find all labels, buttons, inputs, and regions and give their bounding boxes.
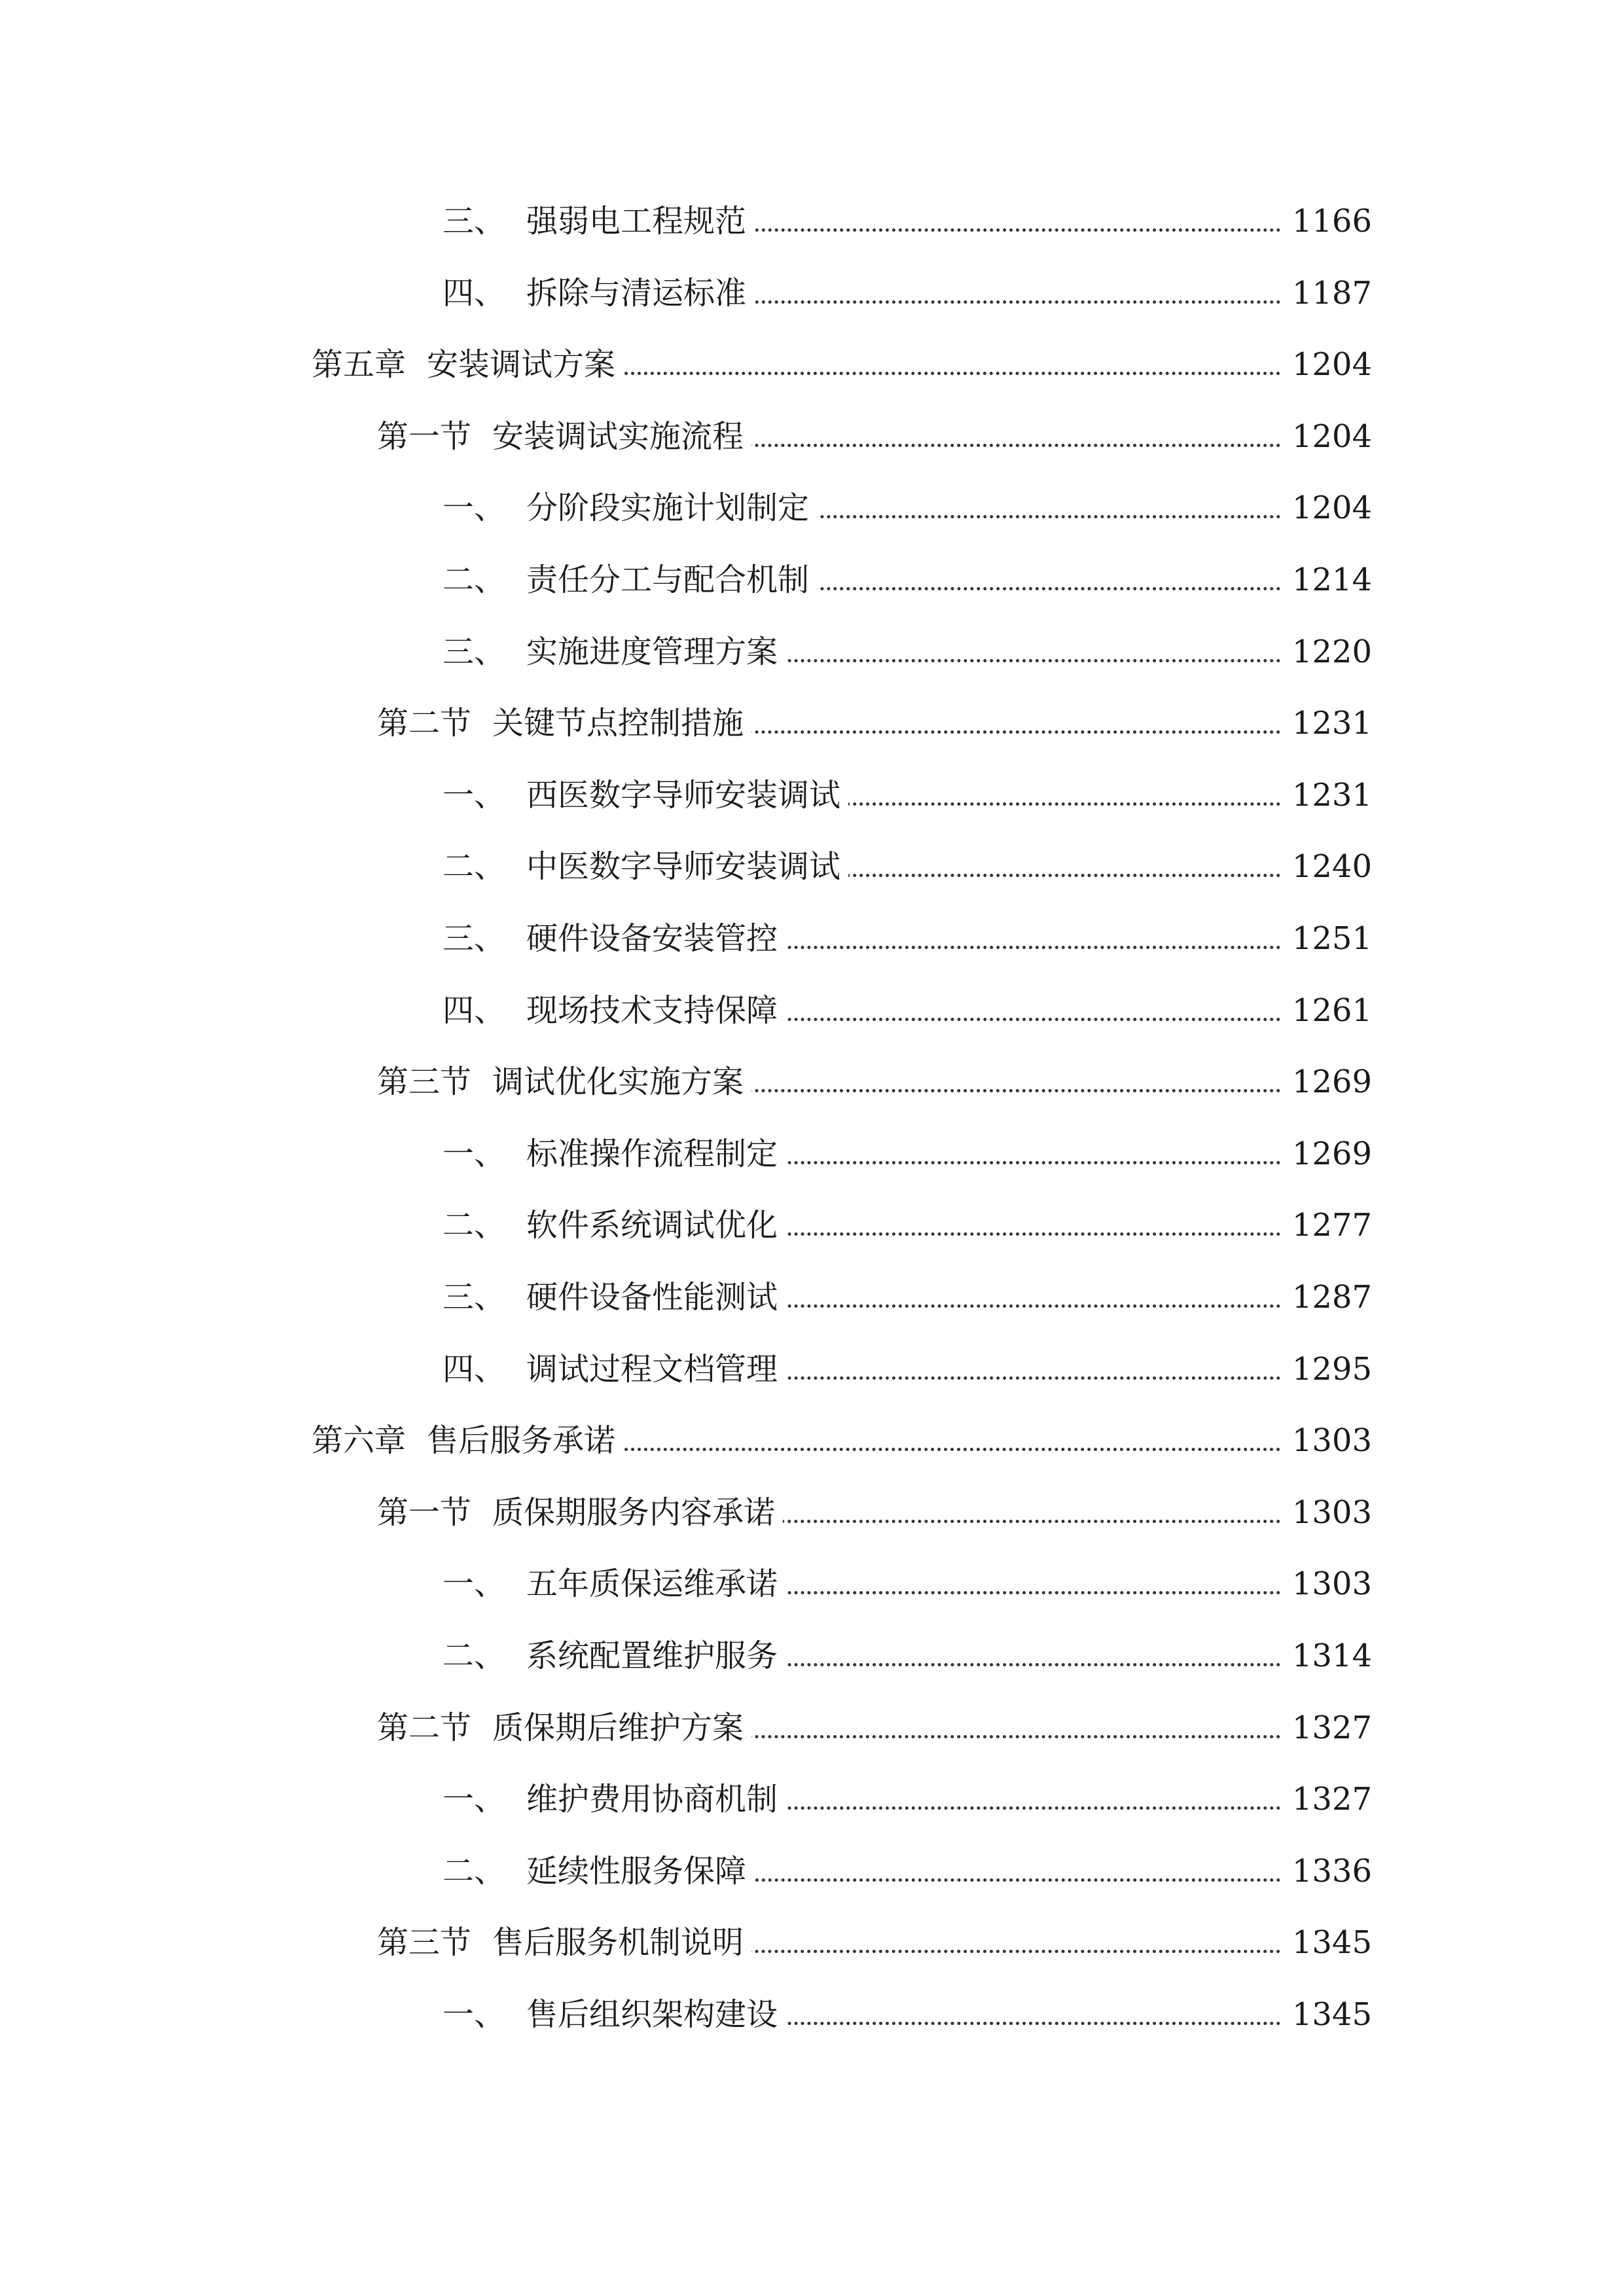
toc-entry-title: 硬件设备安装管控 — [526, 920, 778, 957]
toc-entry-heading — [442, 1206, 785, 1245]
toc-entry-number: 一、 — [442, 1135, 506, 1172]
toc-entry[interactable] — [0, 266, 1624, 318]
toc-entry-heading — [442, 560, 817, 600]
toc-entry-number: 第五章 — [312, 346, 406, 384]
toc-entry-page-number: 1345 — [1283, 1995, 1372, 2034]
toc-entry-number: 第一节 — [377, 1494, 472, 1531]
toc-entry-page-number: 1287 — [1283, 1278, 1372, 1317]
toc-entry-number: 二、 — [442, 1207, 506, 1244]
toc-entry-heading — [442, 1278, 785, 1317]
toc-entry-page-number: 1303 — [1283, 1564, 1372, 1604]
toc-entry-number: 第六章 — [312, 1422, 406, 1460]
toc-entry[interactable] — [0, 337, 1624, 389]
toc-entry-heading — [442, 1995, 785, 2034]
toc-entry[interactable] — [0, 1198, 1624, 1250]
toc-entry-title: 软件系统调试优化 — [526, 1207, 778, 1244]
toc-entry-number: 二、 — [442, 848, 506, 886]
toc-entry-heading — [442, 1852, 754, 1891]
toc-entry-heading — [442, 1636, 785, 1676]
toc-entry-number: 二、 — [442, 1638, 506, 1674]
toc-entry-page-number: 1204 — [1283, 345, 1372, 384]
toc-entry-heading — [442, 202, 754, 241]
toc-entry-title: 调试过程文档管理 — [526, 1350, 778, 1388]
toc-entry[interactable] — [0, 1342, 1624, 1394]
toc-entry-heading — [442, 632, 785, 672]
toc-entry-page-number: 1231 — [1283, 704, 1372, 743]
toc-entry-number: 第三节 — [377, 1924, 472, 1962]
toc-entry[interactable] — [0, 983, 1624, 1035]
toc-entry-heading — [442, 776, 848, 815]
toc-entry-number: 三、 — [442, 203, 506, 240]
toc-entry-title: 维护费用协商机制 — [526, 1781, 778, 1818]
toc-entry[interactable] — [0, 1700, 1624, 1753]
toc-entry-page-number: 1269 — [1283, 1062, 1372, 1102]
toc-entry-heading — [377, 1062, 751, 1102]
toc-entry[interactable] — [0, 480, 1624, 533]
toc-entry[interactable] — [0, 1270, 1624, 1322]
toc-entry-title: 延续性服务保障 — [526, 1852, 747, 1890]
toc-entry-heading — [442, 488, 817, 528]
toc-entry-page-number: 1240 — [1283, 847, 1372, 886]
toc-entry-title: 标准操作流程制定 — [526, 1135, 778, 1172]
toc-entry[interactable] — [0, 552, 1624, 605]
toc-entry-number: 三、 — [442, 920, 506, 957]
toc-entry-number: 三、 — [442, 1279, 506, 1316]
toc-entry-heading — [442, 1564, 785, 1604]
toc-entry-number: 一、 — [442, 1781, 506, 1818]
toc-entry[interactable] — [0, 194, 1624, 246]
toc-entry[interactable] — [0, 1126, 1624, 1179]
toc-entry-heading — [442, 991, 785, 1030]
toc-entry-number: 四、 — [442, 992, 506, 1029]
toc-entry-page-number: 1277 — [1283, 1206, 1372, 1245]
toc-entry[interactable] — [0, 1556, 1624, 1609]
toc-entry-heading — [442, 1134, 785, 1174]
toc-entry[interactable] — [0, 1915, 1624, 1967]
toc-entry-page-number: 1303 — [1283, 1421, 1372, 1460]
toc-entry-page-number: 1251 — [1283, 919, 1372, 958]
toc-entry-heading — [442, 1780, 785, 1819]
toc-entry-heading — [377, 1708, 751, 1748]
toc-entry-page-number: 1220 — [1283, 632, 1372, 672]
toc-entry-heading — [377, 417, 751, 456]
toc-entry-heading — [377, 704, 751, 743]
toc-entry-title: 五年质保运维承诺 — [526, 1566, 778, 1603]
toc-entry[interactable] — [0, 409, 1624, 461]
toc-entry-title: 拆除与清运标准 — [526, 274, 747, 312]
toc-entry[interactable] — [0, 1628, 1624, 1681]
toc-entry-page-number: 1261 — [1283, 991, 1372, 1030]
toc-entry[interactable] — [0, 1987, 1624, 2039]
toc-entry-number: 四、 — [442, 1350, 506, 1388]
toc-entry-page-number: 1314 — [1283, 1636, 1372, 1676]
toc-entry[interactable] — [0, 1054, 1624, 1107]
toc-entry-title: 售后服务机制说明 — [492, 1924, 744, 1962]
toc-entry-title: 责任分工与配合机制 — [526, 562, 810, 598]
toc-entry[interactable] — [0, 1772, 1624, 1824]
toc-entry-page-number: 1204 — [1283, 417, 1372, 456]
toc-entry-page-number: 1336 — [1283, 1852, 1372, 1891]
toc-entry-page-number: 1214 — [1283, 560, 1372, 600]
toc-entry-title: 安装调试实施流程 — [492, 418, 744, 455]
toc-entry-number: 四、 — [442, 274, 506, 312]
toc-entry-title: 硬件设备性能测试 — [526, 1279, 778, 1316]
toc-entry-title: 质保期后维护方案 — [492, 1709, 744, 1746]
toc-entry-heading — [442, 919, 785, 958]
toc-entry-number: 一、 — [442, 490, 506, 527]
toc-entry-title: 强弱电工程规范 — [526, 203, 747, 240]
toc-entry[interactable] — [0, 768, 1624, 820]
toc-entry-heading — [312, 345, 623, 384]
toc-entry-title: 西医数字导师安装调试 — [526, 776, 841, 814]
toc-entry[interactable] — [0, 696, 1624, 748]
toc-entry[interactable] — [0, 1413, 1624, 1465]
toc-entry-title: 调试优化实施方案 — [492, 1064, 744, 1101]
toc-entry-title: 中医数字导师安装调试 — [526, 848, 841, 886]
toc-entry-title: 实施进度管理方案 — [526, 633, 778, 670]
toc-entry-number: 二、 — [442, 562, 506, 598]
toc-entry-title: 安装调试方案 — [427, 346, 616, 384]
toc-entry-heading — [377, 1493, 783, 1532]
toc-entry-heading — [442, 847, 848, 886]
toc-entry-number: 一、 — [442, 1566, 506, 1603]
toc-entry-number: 三、 — [442, 633, 506, 670]
toc-entry-page-number: 1231 — [1283, 776, 1372, 815]
toc-entry-number: 一、 — [442, 1996, 506, 2033]
toc-entry-page-number: 1327 — [1283, 1780, 1372, 1819]
toc-entry-page-number: 1166 — [1283, 202, 1372, 241]
toc-entry-title: 售后组织架构建设 — [526, 1996, 778, 2033]
toc-entry-number: 第二节 — [377, 705, 472, 742]
toc-entry-number: 第一节 — [377, 418, 472, 455]
toc-entry[interactable] — [0, 911, 1624, 963]
toc-entry-title: 系统配置维护服务 — [526, 1638, 778, 1674]
toc-entry-page-number: 1204 — [1283, 488, 1372, 528]
toc-entry[interactable] — [0, 624, 1624, 677]
toc-entry[interactable] — [0, 1485, 1624, 1537]
toc-entry-number: 第三节 — [377, 1064, 472, 1101]
toc-entry-heading — [312, 1421, 623, 1460]
toc-entry-page-number: 1345 — [1283, 1923, 1372, 1962]
toc-entry-number: 第二节 — [377, 1709, 472, 1746]
toc-entry-number: 一、 — [442, 776, 506, 814]
toc-entry-heading — [442, 1350, 785, 1389]
toc-entry-page-number: 1327 — [1283, 1708, 1372, 1748]
toc-entry-title: 分阶段实施计划制定 — [526, 490, 810, 527]
toc-entry-page-number: 1295 — [1283, 1350, 1372, 1389]
toc-entry-title: 售后服务承诺 — [427, 1422, 616, 1460]
toc-entry-page-number: 1303 — [1283, 1493, 1372, 1532]
toc-entry-title: 现场技术支持保障 — [526, 992, 778, 1029]
toc-entry[interactable] — [0, 839, 1624, 891]
toc-entry-heading — [442, 274, 754, 313]
toc-entry-page-number: 1187 — [1283, 274, 1372, 313]
toc-entry-number: 二、 — [442, 1852, 506, 1890]
toc-entry-page-number: 1269 — [1283, 1134, 1372, 1174]
toc-entry-title: 质保期服务内容承诺 — [492, 1494, 776, 1531]
toc-entry-title: 关键节点控制措施 — [492, 705, 744, 742]
toc-entry-heading — [377, 1923, 751, 1962]
toc-entry[interactable] — [0, 1844, 1624, 1896]
